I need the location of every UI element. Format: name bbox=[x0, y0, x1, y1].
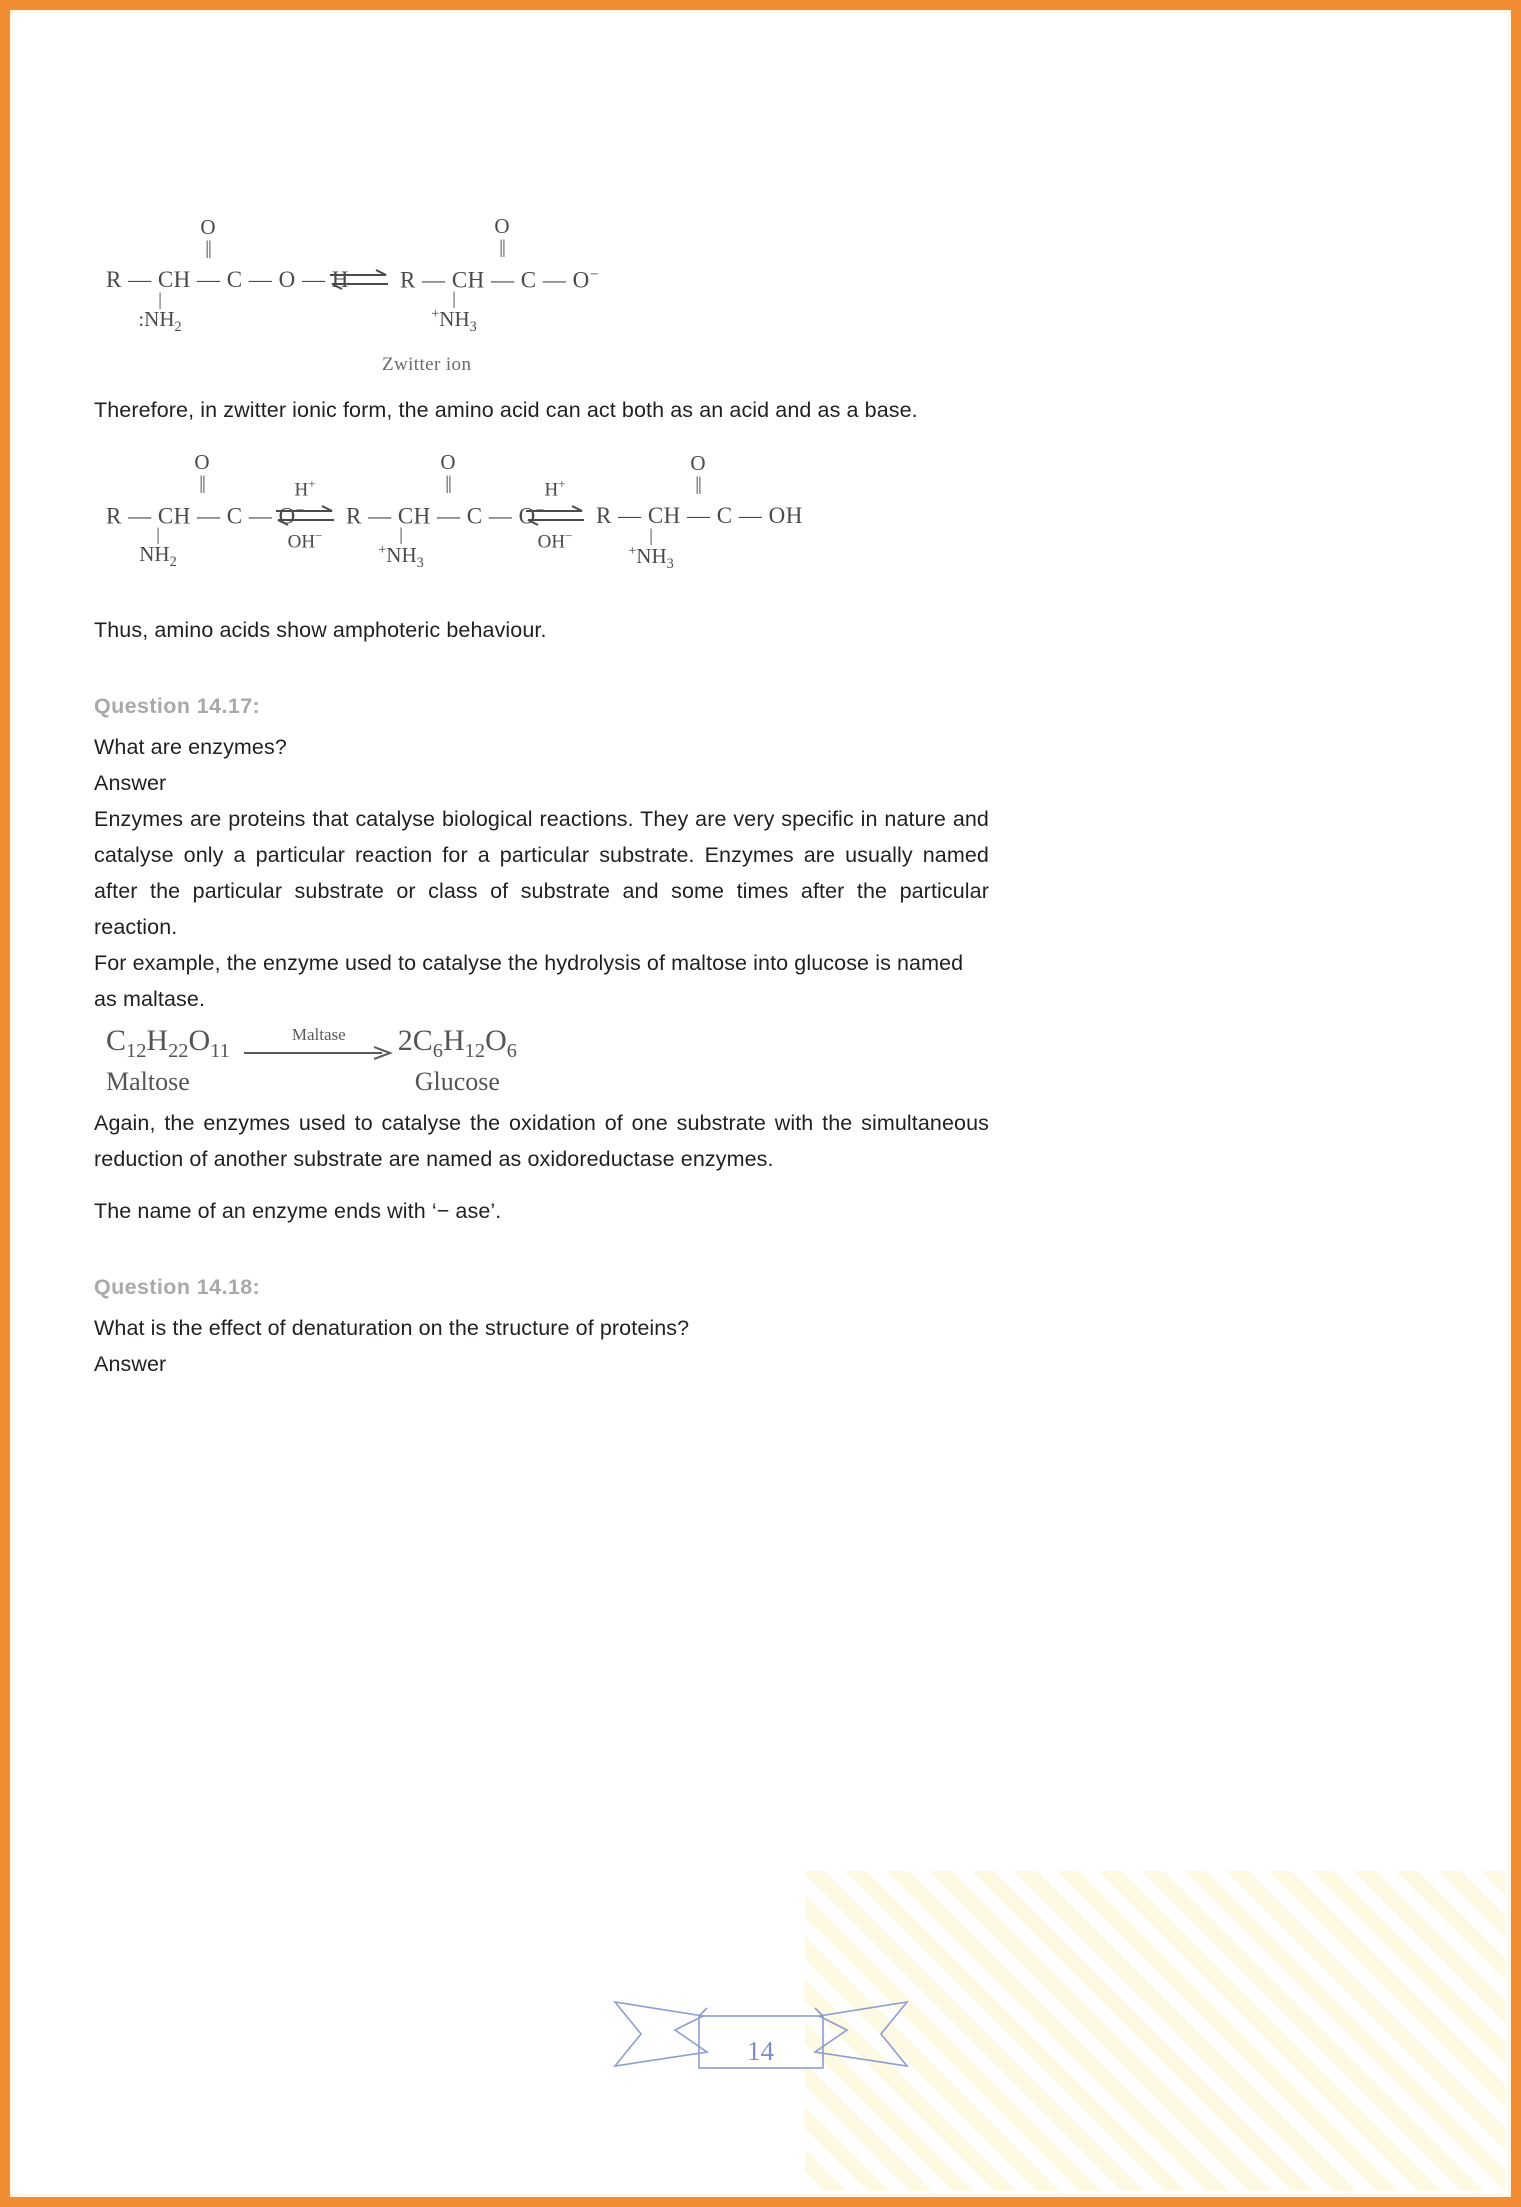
single-bond-glyph: | bbox=[158, 288, 162, 309]
oxygen-count: 11 bbox=[210, 1040, 230, 1062]
negative-charge-glyph: − bbox=[295, 501, 306, 519]
answer-paragraph-4: The name of an enzyme ends with ‘− ase’. bbox=[94, 1198, 502, 1223]
amine-label: $:NH_2$ bbox=[138, 307, 182, 336]
carbonyl-oxygen bbox=[190, 451, 214, 494]
reaction-arrow-icon bbox=[244, 1025, 394, 1067]
positive-charge-glyph: + bbox=[308, 476, 316, 491]
amine-label: $NH_2$ bbox=[139, 542, 177, 571]
positive-charge-glyph: + bbox=[378, 542, 387, 559]
backbone-text: R — CH — C — O bbox=[346, 503, 536, 529]
base-label: OH bbox=[537, 531, 566, 553]
oxygen-atom-label: O bbox=[690, 450, 706, 475]
paragraph-amphoteric-conclusion: Thus, amino acids show amphoteric behaviour. bbox=[94, 618, 547, 642]
carbonyl-oxygen bbox=[686, 452, 710, 495]
zwitter-left-species bbox=[106, 214, 349, 336]
answer-paragraph-2: For example, the enzyme used to catalyse the hydrolysis of maltose into glucose is named as maltase. bbox=[94, 951, 964, 1011]
positive-charge-glyph: + bbox=[558, 476, 566, 491]
double-bond-glyph: || bbox=[695, 473, 701, 495]
negative-charge-glyph: − bbox=[315, 528, 323, 543]
double-bond-glyph: || bbox=[499, 236, 505, 258]
double-bond-glyph: || bbox=[199, 472, 205, 494]
backbone-chain-label bbox=[596, 502, 803, 528]
catalyst-label: Maltase bbox=[291, 1025, 346, 1044]
hydrogen-count: 22 bbox=[168, 1040, 189, 1062]
amino-group bbox=[126, 525, 190, 572]
reactant-formula: $C_{12}H_{22}O_{11}$ bbox=[106, 1024, 230, 1062]
page-canvas bbox=[16, 16, 1505, 2191]
backbone-chain-label bbox=[400, 265, 600, 293]
ammonium-group-right bbox=[422, 289, 486, 337]
oxygen-count: 6 bbox=[506, 1040, 517, 1062]
maltose-hydrolysis-equation bbox=[106, 1025, 989, 1099]
reactant-column bbox=[106, 1025, 230, 1099]
single-bond-glyph: | bbox=[452, 287, 456, 308]
reactant-name: Maltose bbox=[106, 1067, 190, 1097]
page-number-label: 14 bbox=[747, 2036, 774, 2066]
negative-charge-glyph: − bbox=[565, 528, 573, 543]
arrow-top-label-1 bbox=[294, 476, 315, 501]
negative-charge-glyph: − bbox=[535, 501, 546, 519]
arrow-bottom-label-2 bbox=[538, 528, 573, 553]
ammonium-group bbox=[616, 526, 686, 574]
double-bond-glyph: || bbox=[205, 237, 211, 259]
equilibrium-arrow-icon-1 bbox=[274, 476, 336, 553]
product-column bbox=[398, 1025, 517, 1099]
arrow-bottom-label-1 bbox=[288, 528, 323, 553]
positive-charge-glyph: + bbox=[628, 543, 637, 560]
oxygen-atom-label: O bbox=[440, 449, 456, 474]
stoichiometric-coefficient: 2 bbox=[397, 1024, 413, 1057]
ammonium-subscript: 3 bbox=[416, 555, 424, 572]
zwitter-right-species bbox=[400, 213, 600, 336]
ammonium-subscript: 3 bbox=[666, 556, 674, 573]
amine-subscript: 2 bbox=[169, 554, 177, 571]
equilibrium-arrow-icon bbox=[328, 266, 390, 292]
double-bond-glyph: || bbox=[445, 472, 451, 494]
acid-label: H bbox=[294, 479, 309, 501]
zwitter-ion-caption: Zwitter ion bbox=[382, 354, 472, 375]
oxygen-atom-label: O bbox=[194, 449, 210, 474]
equilibrium-arrow-icon-2 bbox=[524, 476, 586, 553]
backbone-chain-label: R — CH — C — O — H bbox=[106, 266, 349, 292]
ammonium-label: $^+NH_3$ bbox=[628, 543, 674, 573]
ammonium-label: $^+NH_3$ bbox=[378, 542, 424, 572]
backbone-chain-label bbox=[106, 501, 306, 529]
carbon-count: 6 bbox=[432, 1040, 443, 1062]
equation-zwitter-ion bbox=[106, 213, 989, 336]
carbonyl-oxygen-right bbox=[490, 215, 514, 258]
question-heading-1417: Question 14.17: bbox=[94, 694, 261, 718]
amphoteric-species-zwitter bbox=[346, 449, 546, 572]
answer-label-1417: Answer bbox=[94, 771, 167, 795]
base-label: OH bbox=[287, 531, 316, 553]
carbon-count: 12 bbox=[126, 1040, 147, 1062]
answer-label-1418: Answer bbox=[94, 1351, 167, 1376]
arrow-top-label-2 bbox=[544, 476, 565, 501]
single-bond-glyph: | bbox=[649, 524, 653, 545]
oxygen-atom-label: O bbox=[200, 214, 216, 239]
hydrogen-count: 12 bbox=[464, 1040, 486, 1062]
ammonium-label: $^+NH_3$ bbox=[431, 306, 477, 336]
page-number-ribbon bbox=[611, 1978, 911, 2108]
ammonium-subscript: 3 bbox=[469, 319, 477, 336]
carbonyl-oxygen-left bbox=[196, 216, 220, 259]
backbone-chain-label bbox=[346, 501, 546, 529]
negative-charge-glyph: − bbox=[589, 265, 600, 283]
document-content bbox=[94, 213, 989, 1382]
backbone-text: R — CH — C — O bbox=[400, 267, 590, 293]
answer-paragraph-3: Again, the enzymes used to catalyse the oxidation of one substrate with the simultaneous reduction of another substrate are named as oxidoreductase enzymes. bbox=[94, 1110, 989, 1171]
amine-subscript: 2 bbox=[174, 319, 182, 336]
backbone-text: R — CH — C — OH bbox=[596, 502, 803, 528]
paragraph-zwitter-conclusion: Therefore, in zwitter ionic form, the amino acid can act both as an acid and as a base. bbox=[94, 398, 918, 422]
amphoteric-species-cation bbox=[596, 450, 803, 573]
question-heading-1418: Question 14.18: bbox=[94, 1274, 261, 1299]
product-name: Glucose bbox=[414, 1067, 500, 1097]
single-bond-glyph: | bbox=[399, 523, 403, 544]
question-text-1417: What are enzymes? bbox=[94, 735, 287, 759]
amino-group-left bbox=[128, 290, 192, 337]
ammonium-group bbox=[366, 525, 436, 573]
backbone-text: R — CH — C — O bbox=[106, 503, 296, 529]
positive-charge-glyph: + bbox=[431, 306, 440, 323]
question-text-1418: What is the effect of denaturation on the structure of proteins? bbox=[94, 1315, 690, 1340]
oxygen-atom-label: O bbox=[494, 213, 510, 238]
equation-amphoteric bbox=[106, 449, 989, 573]
product-formula: $2C_6H_{12}O_6$ bbox=[397, 1024, 517, 1062]
answer-paragraph-1: Enzymes are proteins that catalyse biological reactions. They are very specific in nature and catalyse only a particular reaction for a particular substrate. Enzymes are usually named after the particular substrate or class of substrate and some times after the particular reaction. bbox=[94, 807, 989, 939]
acid-label: H bbox=[544, 479, 559, 501]
single-bond-glyph: | bbox=[156, 523, 160, 544]
carbonyl-oxygen bbox=[436, 451, 460, 494]
